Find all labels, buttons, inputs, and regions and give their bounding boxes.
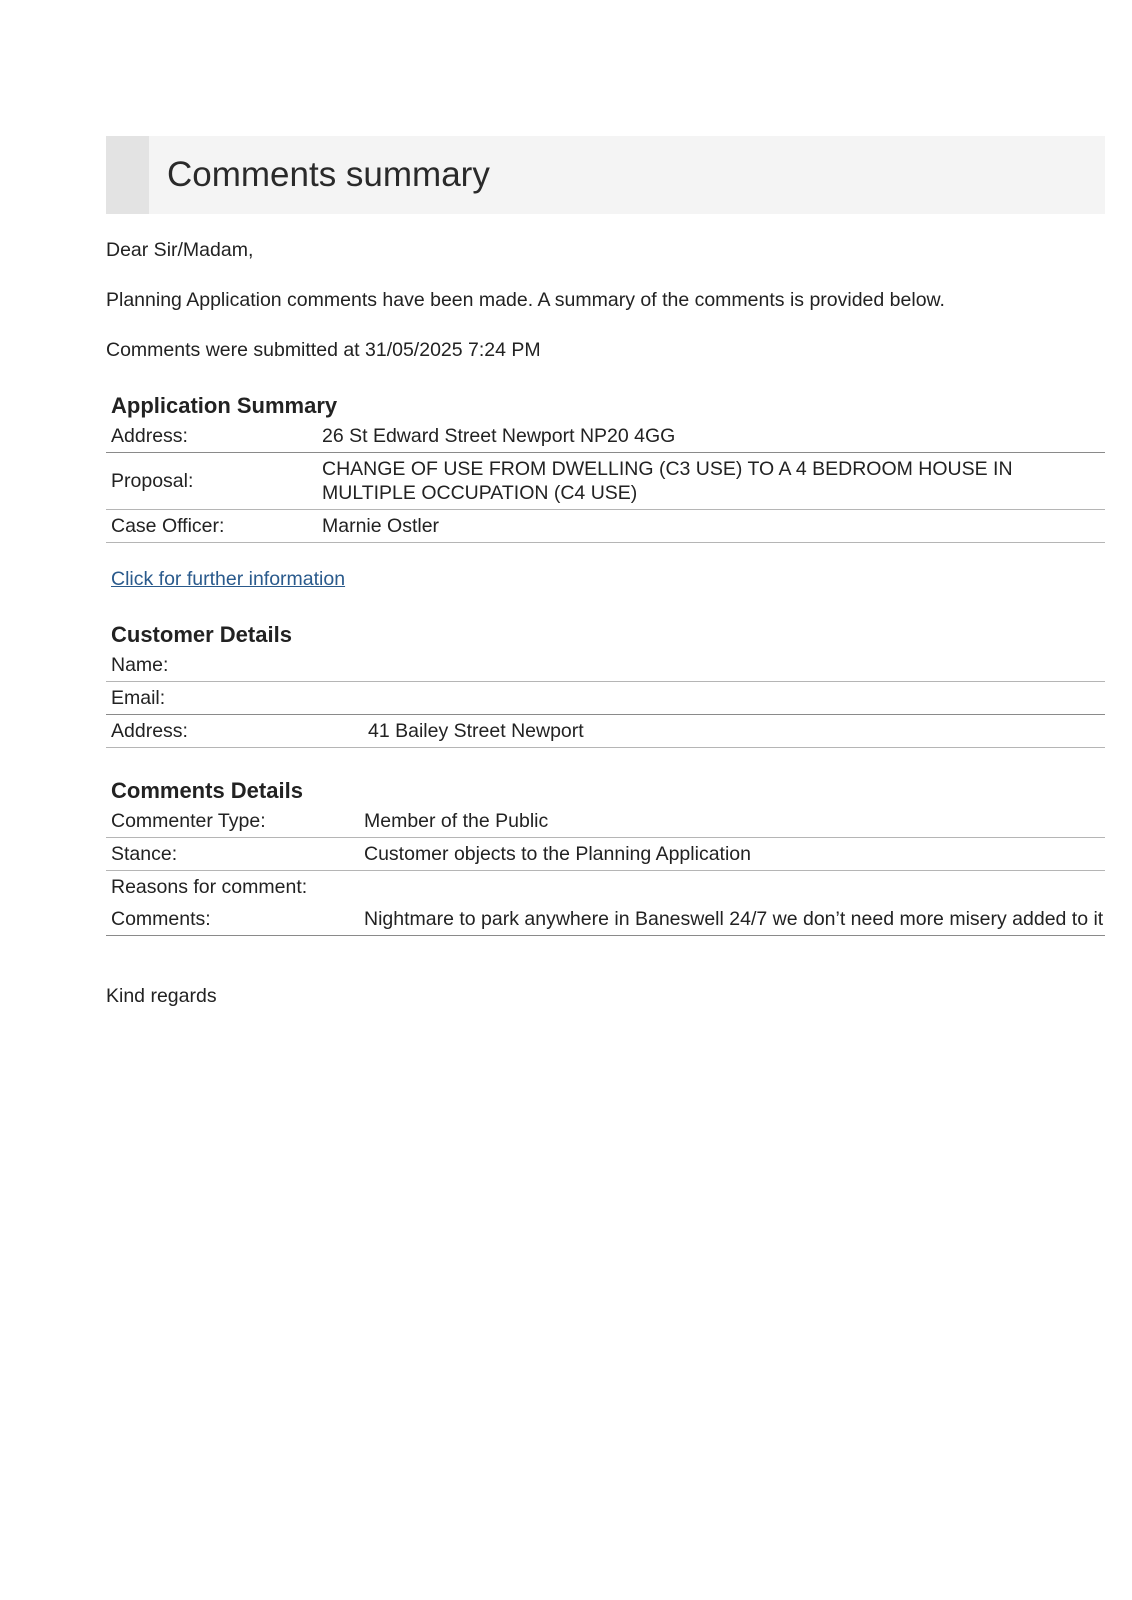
row-value: CHANGE OF USE FROM DWELLING (C3 USE) TO A 4 BEDROOM HOUSE IN MULTIPLE OCCUPATION (C4 USE) [317,453,1105,510]
greeting-text: Dear Sir/Madam, [106,239,254,261]
table-row [106,453,1105,510]
row-value: 41 Bailey Street Newport [363,715,1105,748]
row-label: Proposal: [106,453,317,510]
row-label: Reasons for comment: [111,876,308,898]
customer-details-heading: Customer Details [111,622,292,647]
row-label: Comments: [106,903,359,936]
row-label: Address: [106,420,317,453]
table-row [106,838,1105,871]
submitted-text: Comments were submitted at 31/05/2025 7:24 PM [106,339,541,361]
table-row [106,510,1105,543]
banner-accent-bar [106,136,149,214]
page-title: Comments summary [167,155,490,194]
row-value [363,682,1105,715]
row-value: Member of the Public [359,805,1105,838]
table-row [106,682,1105,715]
customer-details-table [106,649,1105,748]
row-label: Commenter Type: [106,805,359,838]
row-label: Stance: [106,838,359,871]
table-row [106,903,1105,936]
application-summary-heading: Application Summary [111,393,338,418]
further-info-row [106,567,1105,591]
table-row [106,649,1105,682]
row-label: Email: [106,682,363,715]
table-row [106,805,1105,838]
table-row [106,715,1105,748]
row-label: Name: [106,649,363,682]
row-value [359,871,1105,904]
row-value: Marnie Ostler [317,510,1105,543]
comments-details-table [106,805,1105,936]
row-label: Case Officer: [106,510,317,543]
table-row [106,420,1105,453]
row-value [363,649,1105,682]
row-value: Nightmare to park anywhere in Baneswell 24/7 we don’t need more misery added to it [359,903,1105,936]
row-label: Address: [106,715,363,748]
row-value: 26 St Edward Street Newport NP20 4GG [317,420,1105,453]
row-value: Customer objects to the Planning Application [359,838,1105,871]
title-banner [106,136,1105,214]
comments-details-heading: Comments Details [111,778,303,803]
closing-text: Kind regards [106,985,217,1007]
table-row [106,871,1105,904]
application-summary-table [106,420,1105,543]
further-information-link[interactable]: Click for further information [111,568,346,590]
document-page [106,136,1105,1008]
intro-text: Planning Application comments have been made. A summary of the comments is provided below. [106,289,945,311]
